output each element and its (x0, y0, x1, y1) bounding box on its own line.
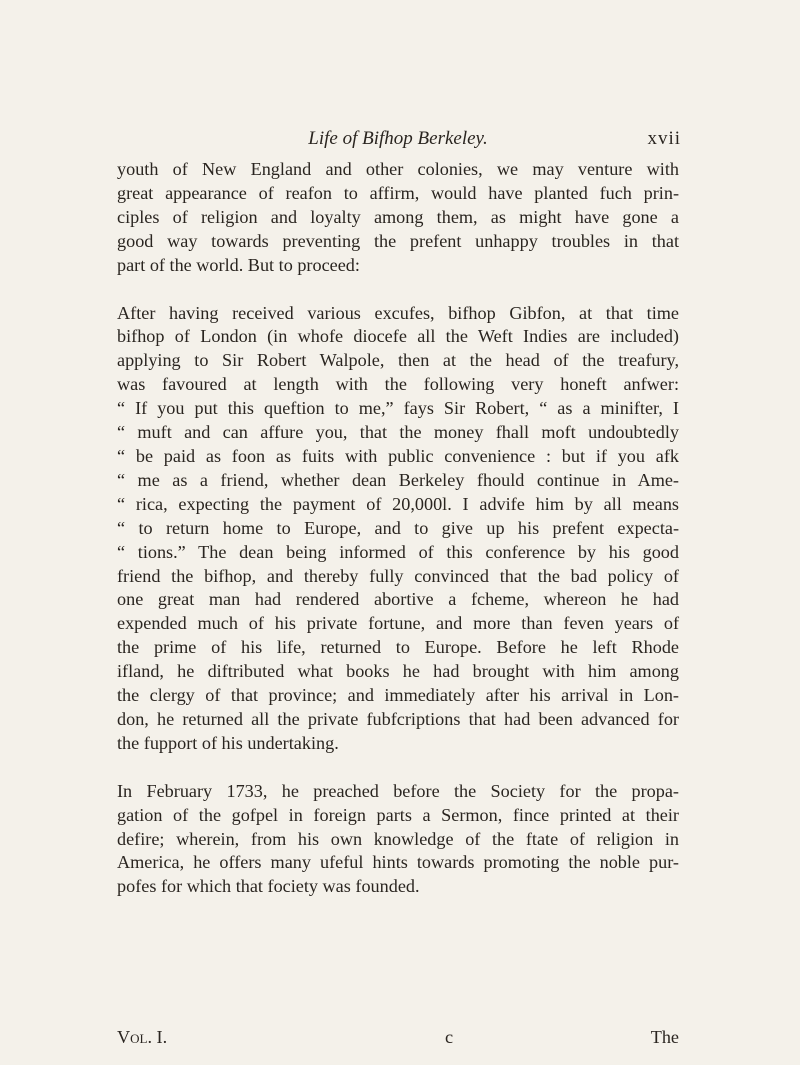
signature-mark: c (445, 1027, 454, 1047)
text-line: pofes for which that fociety was founded. (117, 876, 420, 897)
catchword: The (650, 1027, 679, 1047)
running-title: Life of Bifhop Berkeley. (308, 128, 488, 149)
text-line: the clergy of that province; and immediately after his arrival in Lon- (117, 685, 679, 706)
text-line: “ be paid as foon as fuits with public convenience : but if you afk (117, 445, 679, 466)
paragraph (117, 158, 679, 278)
text-line: gation of the gofpel in foreign parts a Sermon, fince printed at their (117, 804, 679, 825)
text-line: “ me as a friend, whether dean Berkeley fhould continue in Ame- (117, 469, 679, 490)
text-line: “ If you put this queftion to me,” fays Sir Robert, “ as a minifter, I (117, 398, 679, 419)
text-line: was favoured at length with the following very honeft anfwer: (117, 374, 679, 395)
page-footer (117, 1027, 679, 1053)
body-text (117, 158, 679, 899)
text-line: good way towards preventing the prefent unhappy troubles in that (117, 230, 679, 251)
paragraph (117, 302, 679, 756)
text-line: bifhop of London (in whofe diocefe all the Weft Indies are included) (117, 326, 679, 347)
volume-mark: Vol. I. (117, 1027, 168, 1047)
text-line: America, he offers many ufeful hints towards promoting the noble pur- (117, 852, 679, 873)
text-line: great appearance of reafon to affirm, would have planted fuch prin- (117, 182, 679, 203)
text-line: friend the bifhop, and thereby fully convinced that the bad policy of (117, 565, 679, 586)
text-line: “ tions.” The dean being informed of this conference by his good (117, 541, 679, 562)
text-line: one great man had rendered abortive a fcheme, whereon he had (117, 589, 679, 610)
text-line: don, he returned all the private fubfcriptions that had been advanced for (117, 708, 679, 729)
text-line: ifland, he diftributed what books he had brought with him among (117, 661, 679, 682)
text-line: ciples of religion and loyalty among them, as might have gone a (117, 206, 679, 227)
text-line: In February 1733, he preached before the Society for the propa- (117, 780, 679, 801)
text-line: defire; wherein, from his own knowledge of the ftate of religion in (117, 828, 679, 849)
text-line: the fupport of his undertaking. (117, 732, 339, 753)
text-line: After having received various excufes, bifhop Gibfon, at that time (117, 302, 679, 323)
text-line: the prime of his life, returned to Europe. Before he left Rhode (117, 637, 679, 658)
text-line: part of the world. But to proceed: (117, 254, 360, 275)
running-header (117, 128, 679, 154)
text-line: applying to Sir Robert Walpole, then at the head of the treafury, (117, 350, 679, 371)
page-number: xvii (647, 128, 681, 149)
text-line: youth of New England and other colonies, we may venture with (117, 159, 679, 179)
text-line: “ to return home to Europe, and to give up his prefent expecta- (117, 517, 679, 538)
text-line: expended much of his private fortune, and more than feven years of (117, 613, 679, 634)
paragraph (117, 780, 679, 900)
text-line: “ rica, expecting the payment of 20,000l. I advife him by all means (117, 493, 679, 514)
text-line: “ muft and can affure you, that the money fhall moft undoubtedly (117, 422, 679, 443)
